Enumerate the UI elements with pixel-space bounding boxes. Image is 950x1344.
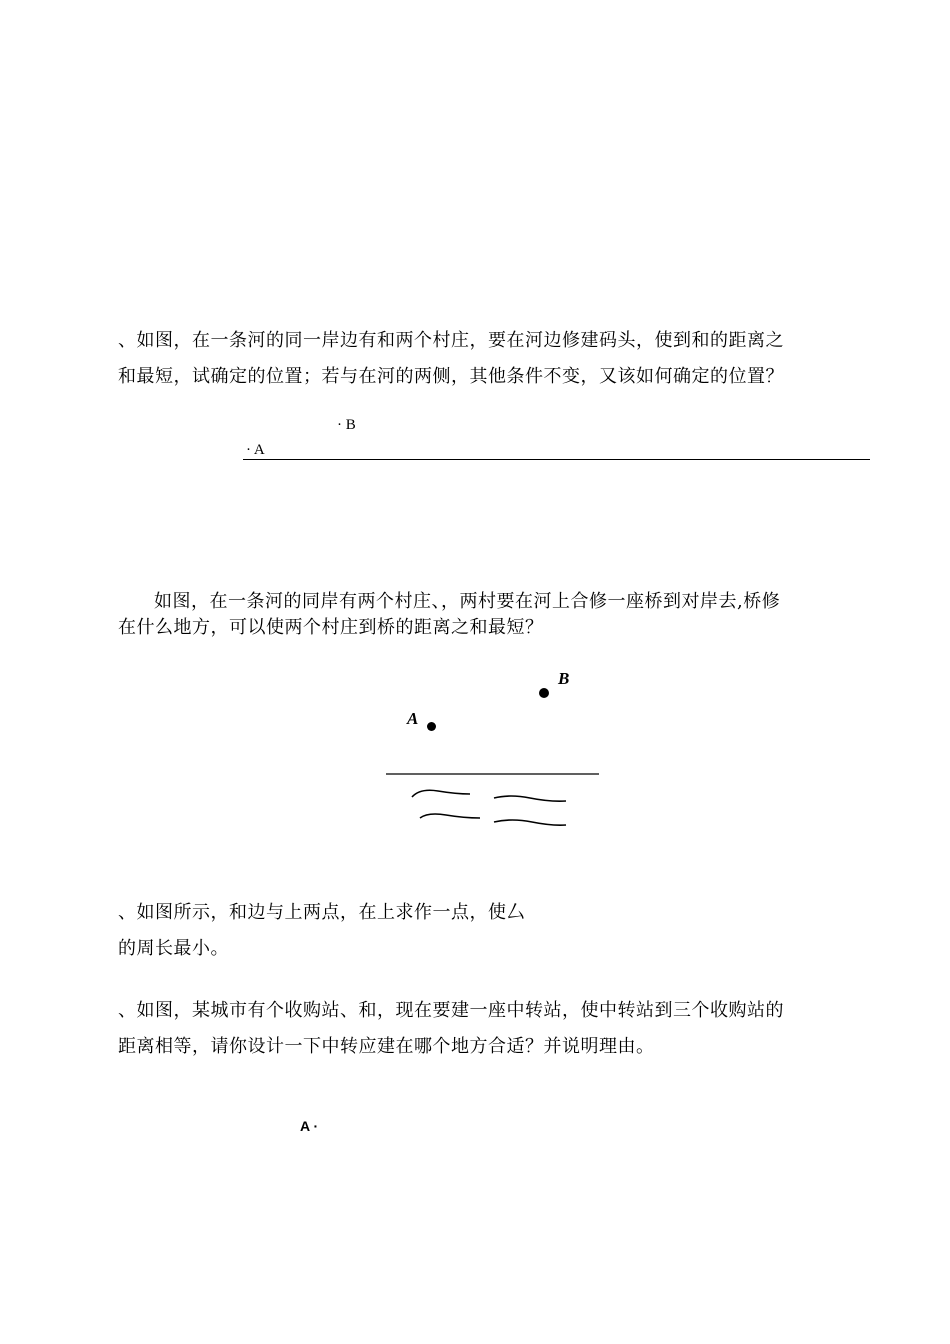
question-4 <box>118 993 878 1065</box>
village-a-label: A <box>407 709 419 728</box>
water-wave <box>494 820 566 825</box>
water-wave <box>412 790 470 797</box>
question-3 <box>118 895 878 967</box>
village-b-label: B <box>558 669 570 688</box>
river-diagram <box>380 770 610 840</box>
question-1-line-2: 和最短，试确定的位置；若与在河的两侧，其他条件不变，又该如何确定的位置？ <box>118 366 784 387</box>
question-1-line-1: 、如图，在一条河的同一岸边有和两个村庄，要在河边修建码头，使到和的距离之 <box>118 330 784 351</box>
question-1 <box>118 323 878 395</box>
water-wave <box>494 796 566 801</box>
station-a-label: A · <box>300 1118 319 1134</box>
water-wave <box>420 814 480 818</box>
point-b-label: · B <box>337 417 356 433</box>
question-2-line-2: 在什么地方，可以使两个村庄到桥的距离之和最短？ <box>118 617 544 638</box>
question-2-line-1: 如图，在一条河的同岸有两个村庄、，两村要在河上合修一座桥到对岸去,桥修 <box>154 591 781 612</box>
question-4-line-1: 、如图，某城市有个收购站、和，现在要建一座中转站，使中转站到三个收购站的 <box>118 1000 784 1021</box>
question-3-line-2: 的周长最小。 <box>118 938 229 959</box>
question-2 <box>118 589 878 641</box>
question-4-line-2: 距离相等，请你设计一下中转应建在哪个地方合适？并说明理由。 <box>118 1036 655 1057</box>
point-a-label: · A <box>246 442 265 458</box>
village-b-dot <box>539 688 549 698</box>
riverbank-line <box>243 459 870 460</box>
village-a-dot <box>427 722 436 731</box>
question-3-line-1: 、如图所示，和边与上两点，在上求作一点，使厶 <box>118 902 525 923</box>
